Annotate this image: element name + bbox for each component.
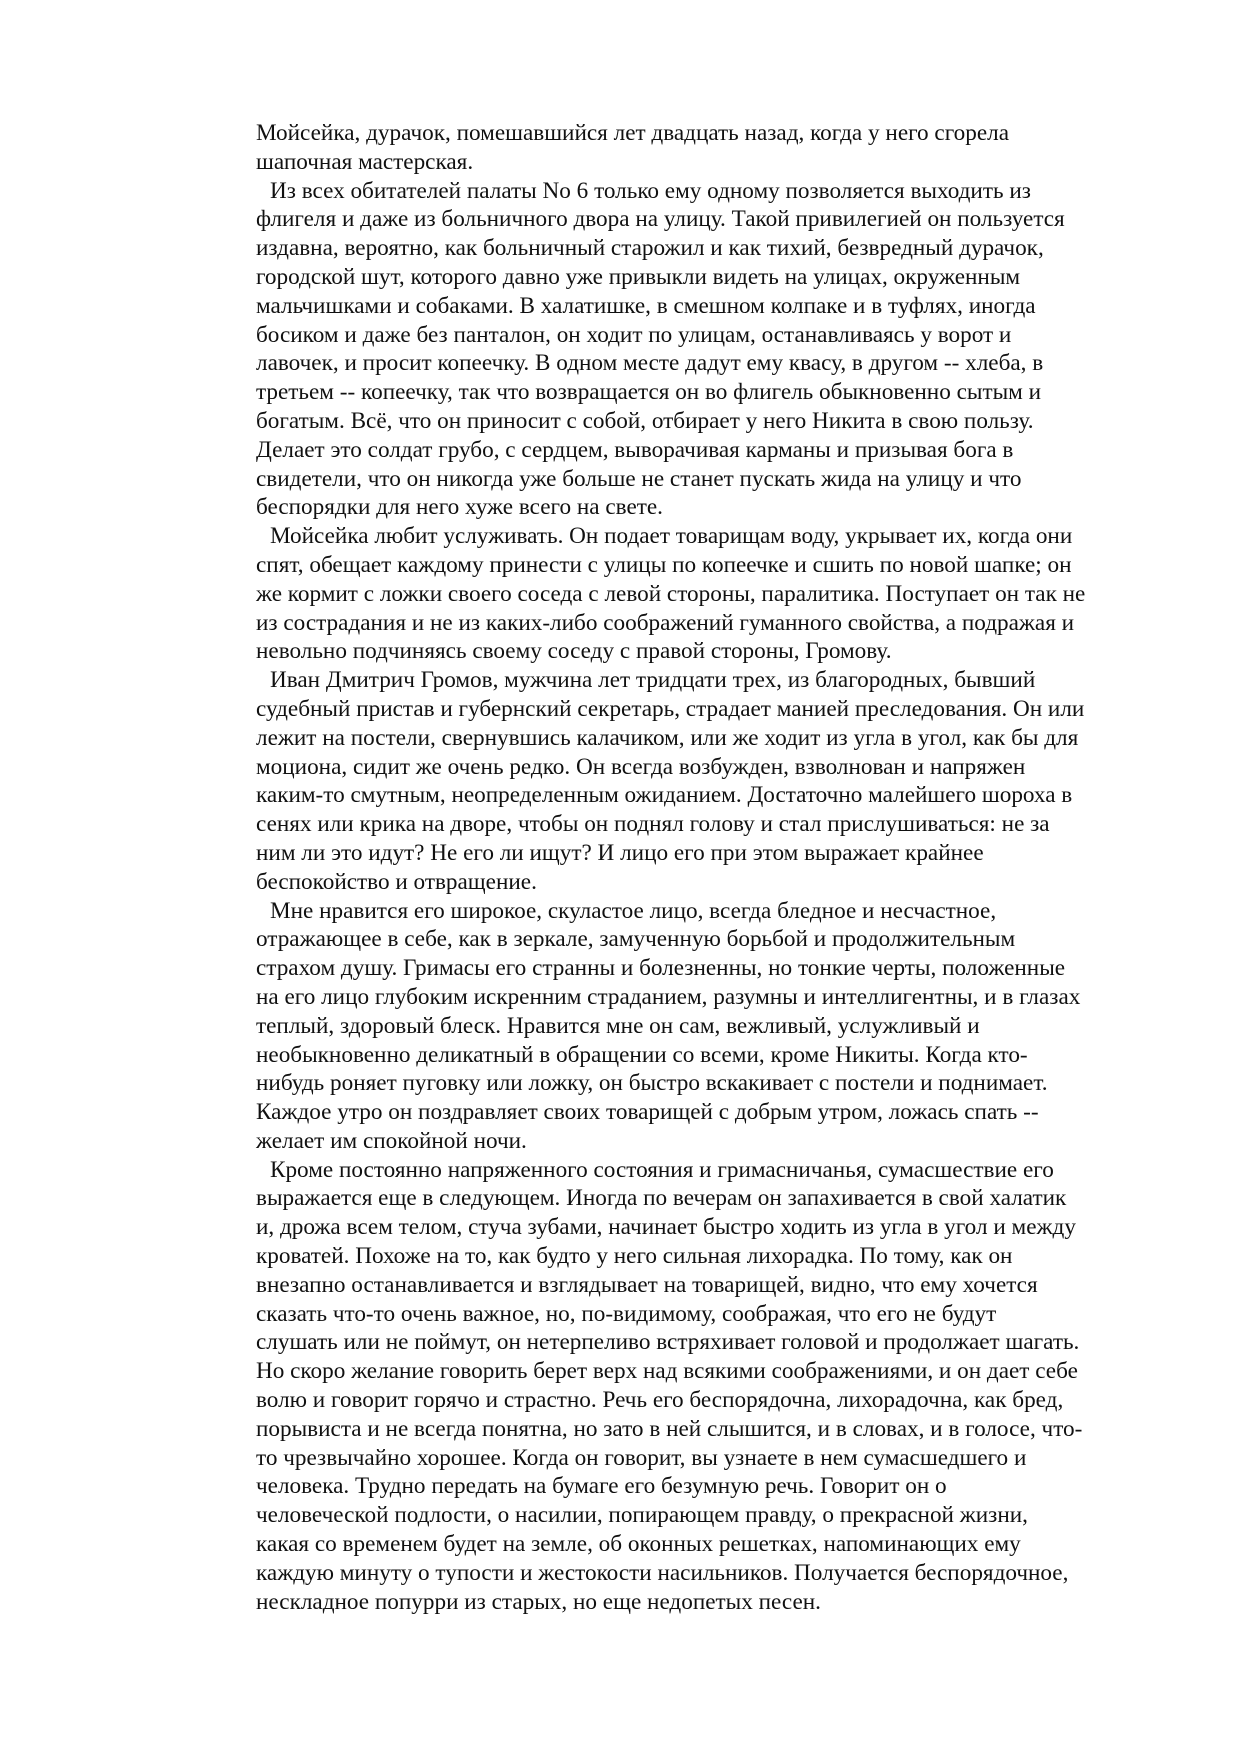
text-line: Иван Дмитрич Громов, мужчина лет тридцати трех, из благородных, бывший <box>270 667 1036 694</box>
text-line: Но скоро желание говорить берет верх над всякими соображениями, и он дает себе <box>256 1358 1078 1385</box>
paragraph <box>256 119 1156 177</box>
text-line: нескладное попурри из старых, но еще недопетых песен. <box>256 1588 821 1615</box>
text-line: невольно подчиняясь своему соседу с правой стороны, Громову. <box>256 638 892 665</box>
text-line: на его лицо глубоким искренним страданием, разумны и интеллигентны, и в глазах <box>256 983 1081 1010</box>
paragraph <box>256 522 1156 666</box>
text-line: человека. Трудно передать на бумаге его безумную речь. Говорит он о <box>256 1473 947 1500</box>
document-page <box>256 119 1156 1616</box>
text-line: из сострадания и не из каких-либо соображений гуманного свойства, а подражая и <box>256 609 1075 636</box>
paragraph <box>256 177 1156 523</box>
text-line: шапочная мастерская. <box>256 148 474 175</box>
text-line: издавна, вероятно, как больничный старожил и как тихий, безвредный дурачок, <box>256 235 1044 262</box>
text-line: человеческой подлости, о насилии, попирающем правду, о прекрасной жизни, <box>256 1502 1028 1529</box>
text-line: каждую минуту о тупости и жестокости насильников. Получается беспорядочное, <box>256 1559 1069 1586</box>
text-line: свидетели, что он никогда уже больше не станет пускать жида на улицу и что <box>256 465 1022 492</box>
text-line: же кормит с ложки своего соседа с левой стороны, паралитика. Поступает он так не <box>256 580 1086 607</box>
text-line: сказать что-то очень важное, но, по-видимому, соображая, что его не будут <box>256 1300 997 1327</box>
text-line: босиком и даже без панталон, он ходит по улицам, останавливаясь у ворот и <box>256 321 1012 348</box>
text-line: какая со временем будет на земле, об оконных решетках, напоминающих ему <box>256 1531 1021 1558</box>
text-line: кроватей. Похоже на то, как будто у него сильная лихорадка. По тому, как он <box>256 1243 1013 1270</box>
text-line: выражается еще в следующем. Иногда по вечерам он запахивается в свой халатик <box>256 1185 1067 1212</box>
text-line: флигеля и даже из больничного двора на улицу. Такой привилегией он пользуется <box>256 206 1065 233</box>
text-line: необыкновенно деликатный в обращении со всеми, кроме Никиты. Когда кто- <box>256 1041 1028 1068</box>
text-line: внезапно останавливается и взглядывает на товарищей, видно, что ему хочется <box>256 1271 1038 1298</box>
text-line: Из всех обитателей палаты No 6 только ему одному позволяется выходить из <box>270 177 1031 204</box>
text-line: Мне нравится его широкое, скуластое лицо, всегда бледное и несчастное, <box>270 897 997 924</box>
text-line: третьем -- копеечку, так что возвращается он во флигель обыкновенно сытым и <box>256 379 1042 406</box>
text-line: мальчишками и собаками. В халатишке, в смешном колпаке и в туфлях, иногда <box>256 292 1036 319</box>
text-line: городской шут, которого давно уже привыкли видеть на улицах, окруженным <box>256 263 1021 290</box>
paragraph <box>256 1156 1156 1617</box>
text-line: спят, обещает каждому принести с улицы по копеечке и сшить по новой шапке; он <box>256 551 1072 578</box>
text-line: ним ли это идут? Не его ли ищут? И лицо его при этом выражает крайнее <box>256 839 984 866</box>
text-line: сенях или крика на дворе, чтобы он поднял голову и стал прислушиваться: не за <box>256 811 1050 838</box>
text-line: Делает это солдат грубо, с сердцем, выворачивая карманы и призывая бога в <box>256 436 1014 463</box>
text-line: Мойсейка любит услуживать. Он подает товарищам воду, укрывает их, когда они <box>270 523 1073 550</box>
text-line: волю и говорит горячо и страстно. Речь его беспорядочна, лихорадочна, как бред, <box>256 1387 1064 1414</box>
text-line: отражающее в себе, как в зеркале, замученную борьбой и продолжительным <box>256 926 1016 953</box>
paragraph <box>256 897 1156 1156</box>
text-line: то чрезвычайно хорошее. Когда он говорит, вы узнаете в нем сумасшедшего и <box>256 1444 1027 1471</box>
text-line: слушать или не поймут, он нетерпеливо встряхивает головой и продолжает шагать. <box>256 1329 1080 1356</box>
text-line: и, дрожа всем телом, стуча зубами, начинает быстро ходить из угла в угол и между <box>256 1214 1076 1241</box>
text-line: беспорядки для него хуже всего на свете. <box>256 494 663 521</box>
text-line: теплый, здоровый блеск. Нравится мне он сам, вежливый, услужливый и <box>256 1012 980 1039</box>
text-line: Каждое утро он поздравляет своих товарищей с добрым утром, ложась спать -- <box>256 1099 1039 1126</box>
text-line: каким-то смутным, неопределенным ожиданием. Достаточно малейшего шороха в <box>256 782 1073 809</box>
paragraph <box>256 666 1156 896</box>
text-line: беспокойство и отвращение. <box>256 868 537 895</box>
text-line: страхом душу. Гримасы его странны и болезненны, но тонкие черты, положенные <box>256 955 1066 982</box>
text-line: моциона, сидит же очень редко. Он всегда возбужден, взволнован и напряжен <box>256 753 1026 780</box>
text-line: Кроме постоянно напряженного состояния и гримасничанья, сумасшествие его <box>270 1156 1054 1183</box>
text-line: желает им спокойной ночи. <box>256 1127 527 1154</box>
text-line: лавочек, и просит копеечку. В одном месте дадут ему квасу, в другом -- хлеба, в <box>256 350 1044 377</box>
text-line: порывиста и не всегда понятна, но зато в ней слышится, и в словах, и в голосе, что- <box>256 1415 1083 1442</box>
text-line: нибудь роняет пуговку или ложку, он быстро вскакивает с постели и поднимает. <box>256 1070 1048 1097</box>
text-line: судебный пристав и губернский секретарь, страдает манией преследования. Он или <box>256 695 1085 722</box>
text-line: Мойсейка, дурачок, помешавшийся лет двадцать назад, когда у него сгорела <box>256 120 1010 146</box>
text-line: богатым. Всё, что он приносит с собой, отбирает у него Никита в свою пользу. <box>256 407 1034 434</box>
text-line: лежит на постели, свернувшись калачиком, или же ходит из угла в угол, как бы для <box>256 724 1079 751</box>
